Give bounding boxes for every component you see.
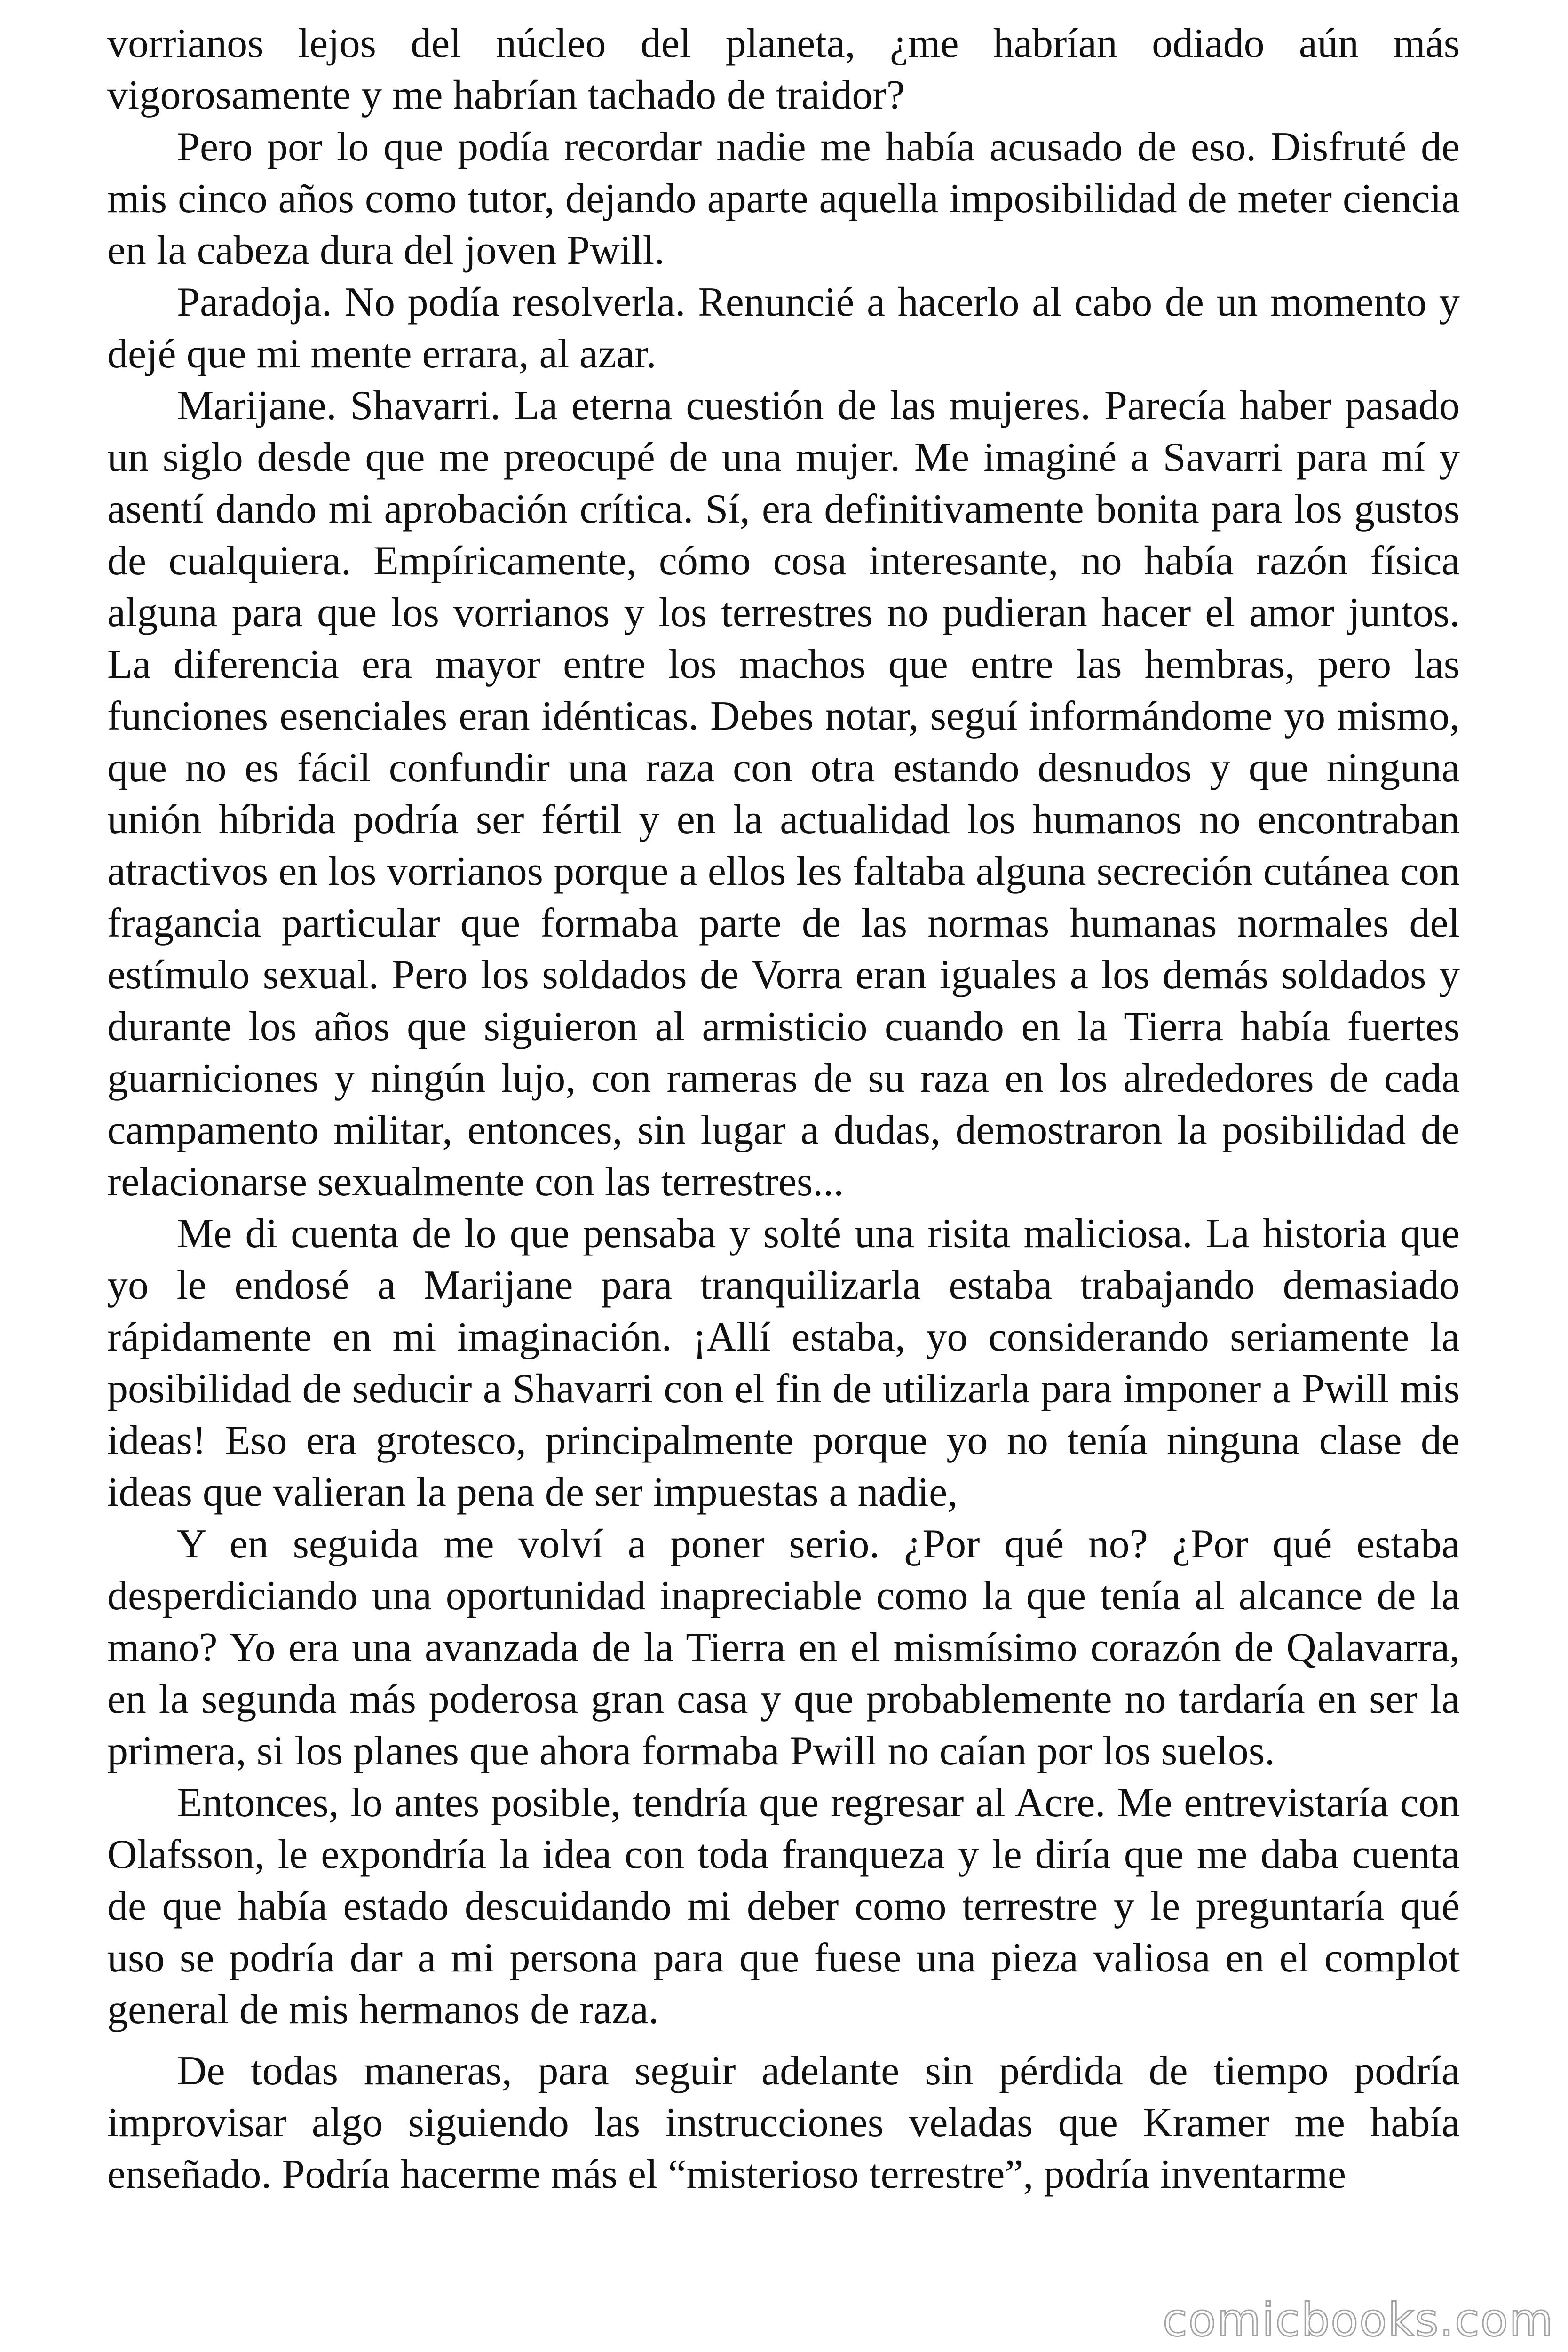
paragraph-1: vorrianos lejos del núcleo del planeta, ¿me habrían odiado aún más vigorosamente y me habrían tachado de traidor? <box>107 21 1460 118</box>
paragraph-8: De todas maneras, para seguir adelante sin pérdida de tiempo podría improvisar algo siguiendo las instrucciones veladas que Kramer me había enseñado. Podría hacerme más el “misterioso terrestre”, podría inventarme <box>107 2048 1460 2197</box>
watermark-text: comicbooks.com <box>1162 2294 1554 2346</box>
paragraph-5: Me di cuenta de lo que pensaba y solté una risita maliciosa. La historia que yo le endosé a Marijane para tranquilizarla estaba trabajando demasiado rápidamente en mi imaginación. ¡Allí estaba, yo considerando seriamente la posibilidad de seducir a Shavarri con el fin de utilizarla para imponer a Pwill mis ideas! Eso era grotesco, principalmente porque yo no tenía ninguna clase de ideas que valieran la pena de ser impuestas a nadie, <box>107 1211 1460 1515</box>
paragraph-6: Y en seguida me volví a poner serio. ¿Por qué no? ¿Por qué estaba desperdiciando una oportunidad inapreciable como la que tenía al alcance de la mano? Yo era una avanzada de la Tierra en el mismísimo corazón de Qalavarra, en la segunda más poderosa gran casa y que probablemente no tardaría en ser la primera, si los planes que ahora formaba Pwill no caían por los suelos. <box>107 1521 1460 1774</box>
document-page <box>107 18 1460 2323</box>
paragraph-7: Entonces, lo antes posible, tendría que regresar al Acre. Me entrevistaría con Olafsson, le expondría la idea con toda franqueza y le diría que me daba cuenta de que había estado descuidando mi deber como terrestre y le preguntaría qué uso se podría dar a mi persona para que fuese una pieza valiosa en el complot general de mis hermanos de raza. <box>107 1780 1460 2033</box>
paragraph-3: Paradoja. No podía resolverla. Renuncié a hacerlo al cabo de un momento y dejé que mi mente errara, al azar. <box>107 279 1460 377</box>
paragraph-4: Marijane. Shavarri. La eterna cuestión de las mujeres. Parecía haber pasado un siglo desde que me preocupé de una mujer. Me imaginé a Savarri para mí y asentí dando mi aprobación crítica. Sí, era definitivamente bonita para los gustos de cualquiera. Empíricamente, cómo cosa interesante, no había razón física alguna para que los vorrianos y los terrestres no pudieran hacer el amor juntos. La diferencia era mayor entre los machos que entre las hembras, pero las funciones esenciales eran idénticas. Debes notar, seguí informándome yo mismo, que no es fácil confundir una raza con otra estando desnudos y que ninguna unión híbrida podría ser fértil y en la actualidad los humanos no encontraban atractivos en los vorrianos porque a ellos les faltaba alguna secreción cutánea con fragancia particular que formaba parte de las normas humanas normales del estímulo sexual. Pero los soldados de Vorra eran iguales a los demás soldados y durante los años que siguieron al armisticio cuando en la Tierra había fuertes guarniciones y ningún lujo, con rameras de su raza en los alrededores de cada campamento militar, entonces, sin lugar a dudas, demostraron la posibilidad de relacionarse sexualmente con las terrestres... <box>107 383 1460 1205</box>
paragraph-2: Pero por lo que podía recordar nadie me había acusado de eso. Disfruté de mis cinco años como tutor, dejando aparte aquella imposibilidad de meter ciencia en la cabeza dura del joven Pwill. <box>107 124 1460 273</box>
